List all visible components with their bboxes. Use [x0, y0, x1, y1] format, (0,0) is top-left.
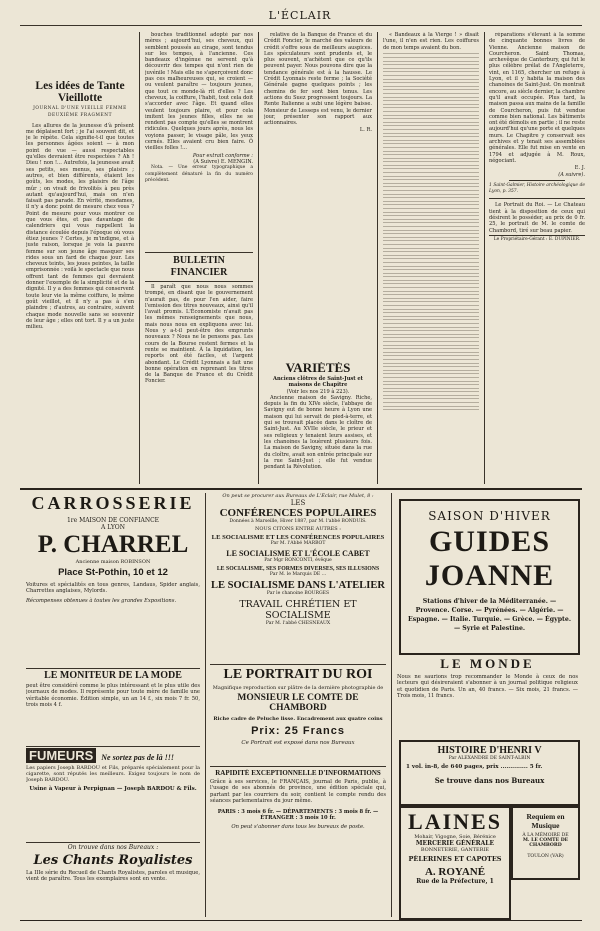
varietes-title: VARIÉTÉS [285, 362, 351, 375]
guides-top: SAISON D'HIVER [428, 509, 551, 523]
ad-portrait-roi [210, 667, 386, 763]
conference-title-4: LE SOCIALISME DANS L'ATELIER [211, 580, 385, 591]
conferences-top: On peut se procurer aux Bureaux de L'Éclair, rue Mulet, 8 : [222, 493, 374, 499]
ad-guides-joanne [399, 499, 580, 655]
column-divider [484, 32, 485, 484]
ads-top-rule [20, 488, 582, 490]
conference-author-4: Par le chanoine BOURGES [266, 591, 330, 596]
rapidite-footer: On peut s'abonner dans tous les bureaux de poste. [231, 823, 365, 830]
article-title: Les idées de Tante Vieillotte [35, 80, 125, 104]
footnote: 1 Saint-Galmier, Histoire archéologique de Lyon, p. 357. [489, 182, 585, 195]
laines-heading: LAINES [408, 809, 502, 834]
ads-divider [391, 493, 392, 917]
ad-conferences [210, 493, 386, 661]
fumeurs-text: Les papiers Joseph BARDOU et Fils, préparés spécialement pour la cigarette, sont réputés les meilleurs. Exigez toujours le nom de Joseph BARDOU. [26, 765, 200, 784]
article-subtitle: JOURNAL D'UNE VIEILLE FEMME [33, 106, 127, 111]
portrait-price: Prix: 25 Francs [251, 725, 345, 737]
conferences-by: Données à Marseille, Hiver 1887, par M. l'abbé BONDUIS. [229, 519, 367, 524]
text-lines [383, 53, 479, 410]
laines-name: A. ROYANÉ [424, 866, 486, 878]
laines-line1: Mohair, Vigogne, Soie, Bérénice [414, 834, 496, 840]
carrosserie-heading: CARROSSERIE [31, 493, 195, 513]
guides-text: Stations d'hiver de la Méditerranée. — Provence. Corse. — Pyrénées. — Algérie. — Espagne. — Italie. Turquie. — Grèce. — Égypte. — Syrie et Palestine. [408, 598, 571, 632]
footnote-rule [509, 180, 565, 181]
henri-author: Par ALEXANDRE DE SAINT-ALBIN [448, 756, 531, 761]
conferences-les: LES [290, 499, 306, 507]
laines-address: Rue de la Préfecture, 1 [416, 878, 494, 885]
masthead-rule [20, 25, 582, 26]
monde-text: Nous ne saurions trop recommander le Monde à ceux de nos lecteurs qui désireraient s'abonner à un journal politique religieux et quotidien de Paris. Un an, 40 francs. — Six mois, 21 francs. — Trois mois, 11 francs. [397, 674, 578, 700]
ad-divider [26, 842, 200, 843]
portrait-name: MONSIEUR LE COMTE DE CHAMBORD [237, 693, 359, 713]
ad-fumeurs [26, 748, 200, 840]
bulletin-title: BULLETIN FINANCIER [145, 252, 253, 282]
laines-line2: MERCERIE GÉNÉRALE [415, 840, 495, 847]
portrait-text: Magnifique reproduction sur plâtre de la dernière photographie de [212, 685, 384, 691]
portrait-frame: Riche cadre de Peluche lisse. Encadrement aux quatre coins [213, 716, 383, 722]
ad-rapidite [210, 769, 386, 917]
author-signature: (A Suivre) E. MENGIN. [193, 158, 253, 165]
conference-title-5: TRAVAIL CHRÉTIEN ET SOCIALISME [239, 599, 357, 621]
ad-le-monde [397, 656, 578, 734]
page-bottom-rule [20, 920, 582, 921]
erratum-note: Nota. — Une erreur typographique a complètement dénaturé la fin du numéro précédent. [145, 165, 253, 183]
chants-heading: Les Chants Royalistes [33, 853, 193, 868]
varietes-reference: (Voir les nos 219 à 223). [286, 388, 350, 395]
chants-top: On trouve dans nos Bureaux : [67, 844, 159, 851]
carrosserie-line1: 1re MAISON DE CONFIANCE [66, 517, 160, 524]
ad-carrosserie [26, 493, 200, 659]
portrait-notice: Le Portrait du Roi. — Le Chateau tient à la disposition de ceux qui désirent le posséder, au prix de 0 fr. 25, le portrait de M. le comte de Chambord, tiré sur beau papier. [489, 202, 585, 234]
publisher-signature: Le Propriétaire-Gérant : E. DUPINIER. [489, 235, 585, 243]
conferences-heading: CONFÉRENCES POPULAIRES [219, 507, 377, 519]
rapidite-prices: PARIS : 3 mois 6 fr. — DÉPARTEMENTS : 3 mois 8 fr. — ÉTRANGER : 3 mois 10 fr. [217, 808, 379, 821]
moniteur-heading: LE MONITEUR DE LA MODE [44, 670, 182, 681]
conference-title-1: LE SOCIALISME ET LES CONFÉRENCES POPULAIRES [211, 534, 385, 541]
laines-line4: PÈLERINES ET CAPOTES [408, 855, 502, 863]
column2-body: bouches traditionnel adopté par nos mères ; aujourd'hui, ses cheveux, qui semblent poussés au cirage, sont tendus sur les tempes, à l'ancienne. Ces bandeaux d'ingénue ne servent qu'à découvrir des tempes qui n'ont rien de juvénile ! Mais elle ne s'aperçoivent donc pas ces malheureuses qui, se croient — ou veulent paraître — toujours jeunes, que tout ce monde-là rit d'elles ? Les cheveux, la coiffure, l'habit, tout cela doit s'accorder avec l'âge. Et quand elles veulent toujours plaire, et pour cela imitent les jeunes filles, elles ne se rendent pas compte qu'elles se montrent ridicules. Quelques jours après, nous les voyions passer, le visage pâle, les yeux cernés. Elles avaient cru bien faire. Ô vieilles folles !... [145, 32, 253, 152]
ad-divider [26, 746, 200, 747]
conference-author-1: Par M. l'Abbé MARBOT [270, 541, 326, 546]
column5-to-follow: (A suivre). [558, 171, 585, 178]
article-tante-vieillotte [26, 80, 134, 476]
ad-divider [210, 664, 386, 665]
continuation-text: « Bandeaux à la Vierge ! » disait l'une, il n'en est rien. Les coiffures de mon temps avaient du bon. [383, 32, 479, 51]
fumeurs-footer: Usine à Vapeur à Perpignan — Joseph BARDOU & Fils. [29, 785, 197, 792]
column-divider [258, 32, 259, 484]
portrait-footer: Ce Portrait est exposé dans nos Bureaux [241, 740, 355, 746]
requiem-sub: À LA MÉMOIRE DE [522, 833, 569, 838]
rapidite-heading: RAPIDITÉ EXCEPTIONNELLE D'INFORMATIONS [215, 769, 381, 777]
guides-heading: GUIDES JOANNE [424, 525, 555, 592]
market-signature: L. R. [359, 127, 372, 134]
monde-heading: LE MONDE [440, 656, 535, 671]
carrosserie-address: Place St-Pothin, 10 et 12 [58, 567, 168, 578]
extract-label: Pour extrait conforme : [192, 152, 253, 159]
varietes-body: Ancienne maison de Savigny. Riche, depuis la fin du XIVe siècle, l'abbaye de Savigny eut de bonne heure à Lyon une maison qui lui servait de pied-à-terre, et qui se trouvait placée dans le cloître de Saint-Just. Au XVIIe siècle, le prieur et ses religieux y tenaient leurs assises, et les chanoines la louèrent plusieurs fois. La maison de Savigny, située dans la rue du cloître, avait son entrée principale sur la rue Saint-Just ; elle fut vendue pendant la Révolution. [264, 394, 372, 471]
article-continuation [145, 32, 253, 242]
conference-title-2: LE SOCIALISME ET L'ÉCOLE CABET [226, 549, 370, 558]
column5-signature: E. J. [574, 165, 585, 172]
ad-histoire-henri [399, 740, 580, 806]
conference-author-3: Par M. le Marquis DE ... [269, 572, 327, 577]
rapidite-text: Grâce à ses services, le FRANÇAIS, journal de Paris, publie, à l'usage de ses abonnés de province, une édition spéciale qui, partant par les courriers du soir, contient le compte rendu des séances parlementaires du jour même. [210, 779, 386, 805]
carrosserie-line2: A LYON [101, 524, 125, 531]
bulletin-body: Il paraît que nous nous sommes trompé, en disant que le gouvernement n'aurait pas, de pour l'en aider, faire l'emission des titres nouveaux, ainsi qu'il l'avait promis. L'Économiste n'avait pas les mêmes renseignements que nous, mais nous nous en expliquons avec lui. Nous y a-t-il peut-être des emprunts nouveaux ? Nous ne le pensons pas. Les cours de la Bourse restent fermes et la rente se maintient. À la liquidation, les reports ont été faciles, et l'argent abondant. Le Crédit Lyonnais a fait une bonne opération en reprenant les titres de la Banque de France et du Crédit Foncier. [145, 284, 253, 385]
chants-text: La IIIe série du Recueil de Chants Royalistes, paroles et musique, vient de paraître. Tous les exemplaires sont en vente. [26, 870, 200, 883]
carrosserie-name: P. CHARREL [37, 531, 189, 558]
henri-heading: HISTOIRE D'HENRI V [437, 745, 542, 756]
masthead-title: L'ÉCLAIR [268, 9, 332, 22]
carrosserie-description: Voitures et spécialités en tous genres, Landaus, Spider anglais, Charrettes anglaises, Mylords. [26, 582, 200, 595]
varietes-continuation [383, 32, 479, 482]
column-divider [377, 32, 378, 484]
column5-body: réparations s'élevant à la somme de cinquante bonnes livres de Vienne. Ancienne maison de Courcheron. Saint Thomas, archevêque de Canterbury, qui fut le plus célèbre prélat de l'Angleterre, vint, en 1165, chercher un refuge à Lyon, et il y habita la maison des chanoines de Saint-Just. On montrait encore, au siècle dernier, la chambre qu'il avait occupée. Plus tard, la maison passa aux mains de la famille de Courcheron, puis fut vendue comme bien national. Les bâtiments ont été démolis en partie ; il ne reste aujourd'hui qu'une porte et quelques murs. Le Chapitre y conservait ses archives et y tenait ses assemblées générales. Elle fut mise en vente en 1794 et adjugée à M. Roux, négociant. [489, 32, 585, 164]
ad-laines [399, 806, 511, 920]
henri-footer: Se trouve dans nos Bureaux [434, 776, 545, 785]
article-body: Les allures de la jeunesse d'à présent me déplaisent fort ; je l'ai souvent dit, et je le répète. Cela signifie-t-il que toutes les personnes âgées soient — à mon point de vue — aussi respectables qu'elles devraient être respectées ? Ah ! Dieu ! non !... Autrefois, la jeunesse avait ses petits, ses menus, ses plaisirs ; autres, et bien différents, étaient les goûts, les modes, les plaisirs de l'âge mûr ; on vivait de frivolités à peu près autant qu'aujourd'hui, mais on n'en faisait pas parade. En vérité, mesdames, il n'y a donc point de mesure chez vous ? Point de mesure pour vous montrer ce que vous êtes, et pas davantage de calendriers qui vous rappellent la distance écoulée depuis l'époque où vous étiez jeunes ? Certes, je m'indigne, et à juste raison, lorsque je vois la pauvre femme sur son jeune âge masquer ses rides sous un fard de chaque jour. Les cheveux teints, les joues peintes, la taille emprisonnée : voilà le spectacle que nous offrent tant de femmes qui devraient donner l'exemple de la simplicité et de la dignité. Il y a des femmes qui conservent toute leur vie la même coiffure, le même goût vieillot, et il n'y a pas à s'en plaindre ; d'autres, au contraire, suivent chaque mode nouvelle sans se souvenir de leur âge ; elles ont tort. Il y a un juste milieu. [26, 122, 134, 331]
varietes-subtitle: Anciens clôtres de Saint-Just et maisons de Chapitre [273, 376, 363, 389]
carrosserie-award: Récompenses obtenues à toutes les grandes Expositions. [26, 597, 177, 604]
article-part: DEUXIÈME FRAGMENT [47, 113, 113, 119]
fumeurs-subheading: Ne sortez pas de là !!! [101, 753, 174, 762]
ad-divider [210, 766, 386, 767]
requiem-name: M. LE COMTE DE CHAMBORD [522, 838, 569, 848]
requiem-address: TOULON (VAR) [527, 854, 564, 859]
conferences-sep: NOUS CITONS ENTRE AUTRES : [255, 526, 341, 532]
ad-chants-royalistes [26, 844, 200, 914]
ads-divider [205, 493, 206, 917]
column-divider [139, 32, 140, 484]
requiem-heading: Requiem en Musique [526, 812, 565, 830]
conference-author-5: Par M. l'abbé CHESNEAUX [265, 621, 331, 626]
conference-author-2: Par Mgr RONCONTI, évêque [264, 558, 332, 563]
bulletin-financier [145, 252, 253, 482]
henri-line: 1 vol. in-8, de 640 pages, prix .............. 5 fr. [406, 764, 543, 770]
moniteur-text: peut être considéré comme le plus intéressant et le plus utile des journaux de modes. Il représente pour toute mère de famille une véritable économie. Édition simple, un an 14 f., six mois 7 fr. 50, trois mois 4 f. [26, 683, 200, 709]
section-rule [489, 198, 585, 199]
ad-divider [26, 668, 200, 669]
carrosserie-line3: Ancienne maison ROBINSON [75, 559, 151, 565]
fumeurs-heading: FUMEURS [26, 748, 96, 763]
portrait-heading: LE PORTRAIT DU ROI [223, 667, 373, 682]
ad-moniteur-mode [26, 670, 200, 744]
laines-line3: BONNETERIE, GANTERIE [420, 847, 490, 853]
column5 [489, 32, 585, 484]
varietes-section [264, 362, 372, 482]
market-column [264, 32, 372, 360]
ad-requiem [511, 806, 580, 880]
column3-body: relative de la Banque de France et du Crédit Foncier, le marché des valeurs de crédit s'offre sous de meilleurs auspices. Les spéculateurs sont prudents et, le plus souvent, n'achètent que ce qu'ils peuvent payer. Nous pouvons dire que la tendance générale est à la hausse. Le Crédit Lyonnais reste ferme ; la Société Générale gagne quelques points ; les chemins de fer sont bien tenus. Les actions du Suez progressent toujours. La Rente Italienne a subi une légère baisse. Monsieur de Lesseps est venu, le dernier jour, présenter son rapport aux actionnaires. [264, 32, 372, 127]
conference-title-3: LE SOCIALISME, SES FORMES DIVERSES, SES ILLUSIONS [216, 566, 380, 572]
